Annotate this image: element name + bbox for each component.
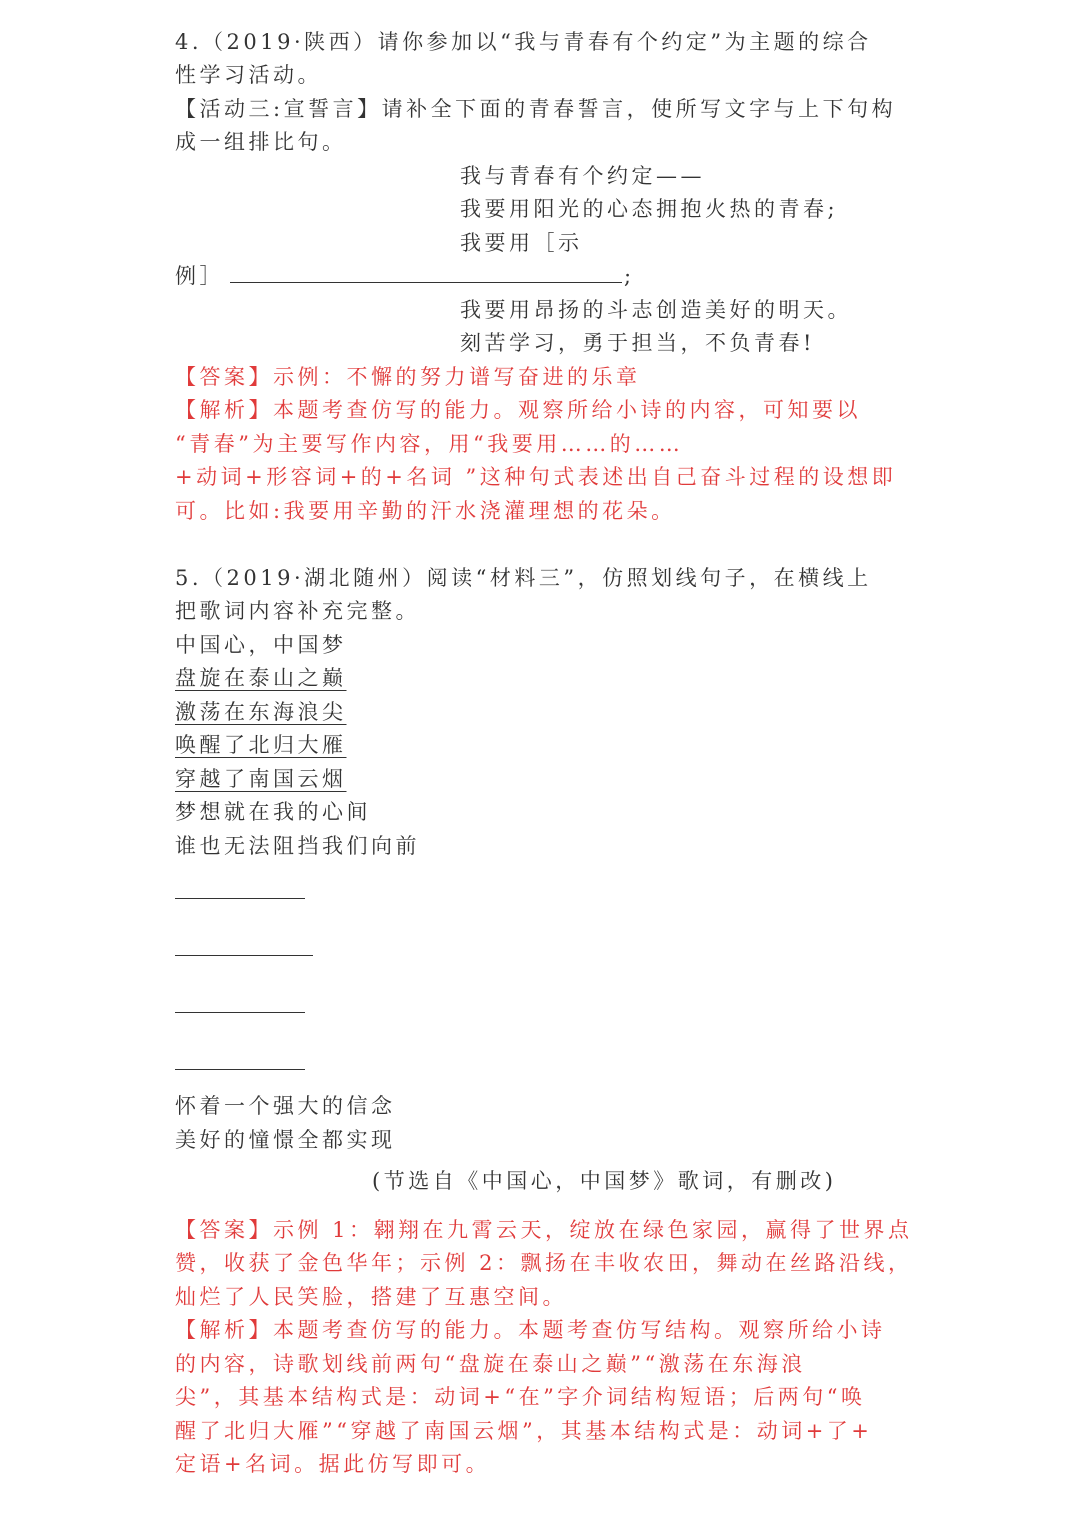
q5-lyric-4-underlined: 唤醒了北归大雁 — [175, 733, 347, 757]
q4-analysis-line-1: 【解析】本题考查仿写的能力。观察所给小诗的内容，可知要以 — [175, 398, 861, 422]
q5-lyric-3-underlined: 激荡在东海浪尖 — [175, 700, 347, 724]
q5-answer-line-1: 【答案】示例 1：翱翔在九霄云天，绽放在绿色家园，赢得了世界点 — [175, 1218, 913, 1242]
q5-answer-line-2: 赞，收获了金色华年；示例 2：飘扬在丰收农田，舞动在丝路沿线， — [175, 1251, 913, 1275]
q5-lyric-9: 美好的憧憬全都实现 — [175, 1128, 396, 1152]
q5-lyric-2-underlined: 盘旋在泰山之巅 — [175, 666, 347, 690]
q5-blank-line-1[interactable] — [175, 898, 305, 899]
q4-poem-line-4 — [175, 262, 635, 290]
q5-analysis-line-1: 【解析】本题考查仿写的能力。本题考查仿写结构。观察所给小诗 — [175, 1318, 886, 1342]
q5-lyric-1: 中国心，中国梦 — [175, 633, 347, 657]
q5-blank-line-2[interactable] — [175, 955, 313, 956]
q5-lyric-5-underlined: 穿越了南国云烟 — [175, 767, 347, 791]
q4-stem-line-2: 性学习活动。 — [175, 63, 322, 87]
q4-analysis-line-2: “青春”为主要写作内容，用“我要用……的…… — [175, 432, 684, 456]
q5-source-note: (节选自《中国心，中国梦》歌词，有删改) — [372, 1169, 837, 1193]
q5-stem-line-2: 把歌词内容补充完整。 — [175, 599, 420, 623]
q4-task-line-1: 【活动三:宣誓言】请补全下面的青春誓言，使所写文字与上下句构 — [175, 97, 897, 121]
q4-poem-line-4-prefix: 例］ — [175, 264, 224, 288]
q5-lyric-6: 梦想就在我的心间 — [175, 800, 371, 824]
q5-lyric-8: 怀着一个强大的信念 — [175, 1094, 396, 1118]
q4-fill-blank[interactable] — [230, 262, 622, 283]
q4-poem-line-5: 我要用昂扬的斗志创造美好的明天。 — [460, 298, 852, 322]
q5-stem-line-1: 5.（2019·湖北随州）阅读“材料三”，仿照划线句子，在横线上 — [175, 566, 872, 590]
q4-poem-line-6: 刻苦学习，勇于担当，不负青春! — [460, 331, 815, 355]
q4-poem-line-2: 我要用阳光的心态拥抱火热的青春; — [460, 197, 839, 221]
q4-analysis-line-3: +动词+形容词+的+名词 ”这种句式表述出自己奋斗过程的设想即 — [175, 465, 897, 489]
q4-stem-line-1: 4.（2019·陕西）请你参加以“我与青春有个约定”为主题的综合 — [175, 30, 872, 54]
q4-answer: 【答案】示例：不懈的努力谱写奋进的乐章 — [175, 365, 641, 389]
q4-analysis-line-4: 可。比如:我要用辛勤的汗水浇灌理想的花朵。 — [175, 499, 676, 523]
q4-task-line-2: 成一组排比句。 — [175, 130, 347, 154]
q5-blank-line-3[interactable] — [175, 1012, 305, 1013]
q5-analysis-line-2: 的内容，诗歌划线前两句“盘旋在泰山之巅”“激荡在东海浪 — [175, 1352, 806, 1376]
q5-analysis-line-5: 定语+名词。据此仿写即可。 — [175, 1452, 491, 1476]
q4-poem-line-1: 我与青春有个约定—— — [460, 164, 705, 188]
q4-poem-line-3: 我要用［示 — [460, 231, 583, 255]
q5-lyric-7: 谁也无法阻挡我们向前 — [175, 834, 420, 858]
q5-blank-line-4[interactable] — [175, 1069, 305, 1070]
q5-analysis-line-4: 醒了北归大雁”“穿越了南国云烟”，其基本结构式是：动词+了+ — [175, 1419, 873, 1443]
q4-poem-line-4-suffix: ; — [624, 264, 635, 288]
q5-answer-line-3: 灿烂了人民笑脸，搭建了互惠空间。 — [175, 1285, 567, 1309]
q5-analysis-line-3: 尖”，其基本结构式是：动词+“在”字介词结构短语；后两句“唤 — [175, 1385, 866, 1409]
